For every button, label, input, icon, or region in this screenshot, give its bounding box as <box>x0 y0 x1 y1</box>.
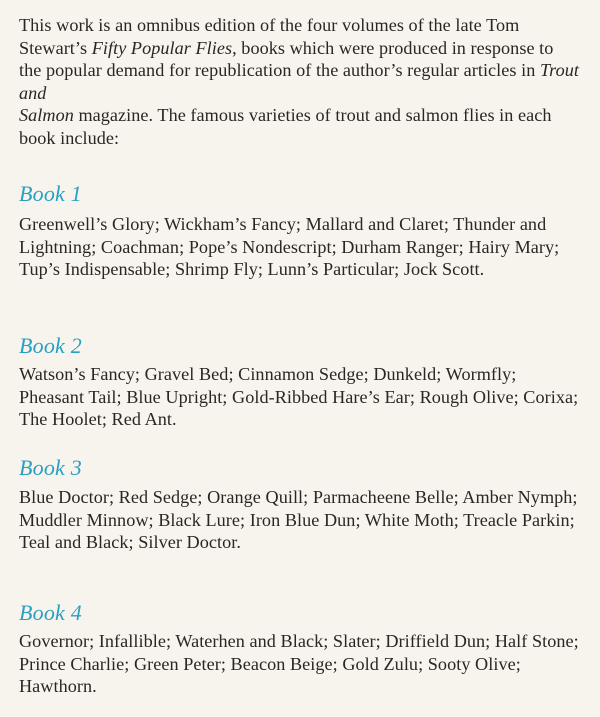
book-3-heading: Book 3 <box>19 455 82 480</box>
book-4-heading: Book 4 <box>19 600 82 625</box>
book-2-heading: Book 2 <box>19 333 82 358</box>
intro-text-3: magazine. The famous varieties of trout and salmon flies in each book include: <box>19 105 552 148</box>
magazine-title-1: Trout and <box>19 60 579 103</box>
book-1-flies: Greenwell’s Glory; Wickham’s Fancy; Mallard and Claret; Thunder and Lightning; Coachman; Pope’s Nondescript; Durham Ranger; Hairy Mary; Tup’s Indispensable; Shrimp Fly; Lunn’s Particular; Jock Scott. <box>19 214 560 280</box>
book-1-heading: Book 1 <box>19 181 82 206</box>
book-4-flies: Governor; Infallible; Waterhen and Black; Slater; Driffield Dun; Half Stone; Prince Charlie; Green Peter; Beacon Beige; Gold Zulu; Sooty Olive; Hawthorn. <box>19 631 579 697</box>
book-2-flies: Watson’s Fancy; Gravel Bed; Cinnamon Sedge; Dunkeld; Wormfly; Pheasant Tail; Blue Upright; Gold-Ribbed Hare’s Ear; Rough Olive; Corixa; The Hoolet; Red Ant. <box>19 364 579 430</box>
book-title: Fifty Popular Flies <box>91 37 233 58</box>
intro-text-2: , books which were produced in response to the popular demand for republication of the author’s regular articles in <box>19 37 554 81</box>
intro-paragraph <box>19 14 580 150</box>
book-3-flies: Blue Doctor; Red Sedge; Orange Quill; Parmacheene Belle; Amber Nymph; Muddler Minnow; Black Lure; Iron Blue Dun; White Moth; Treacle Parkin; Teal and Black; Silver Doctor. <box>19 487 578 553</box>
intro-text-1: This work is an omnibus edition of the four volumes of the late Tom Stewart’s <box>19 15 520 58</box>
magazine-title-2: Salmon <box>19 105 74 126</box>
